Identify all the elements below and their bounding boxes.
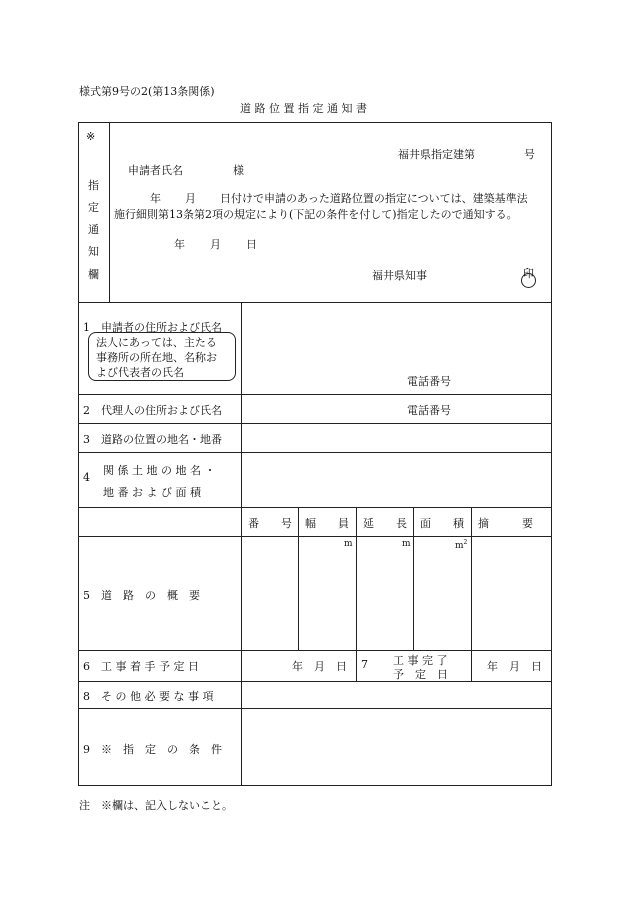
header-width: 幅 員 bbox=[305, 517, 349, 530]
unit-length: m bbox=[402, 539, 411, 549]
row7-date: 年 月 日 bbox=[487, 660, 542, 673]
row6-label: 6 工 事 着 手 予 定 日 bbox=[83, 660, 199, 673]
row7-line1: 工 事 完 了 bbox=[393, 654, 448, 667]
side-label-5: 欄 bbox=[88, 268, 99, 281]
unit-area: $m^2$ bbox=[455, 539, 468, 551]
designation-no-label: 福井県指定建第 bbox=[398, 148, 475, 161]
row1-phone-label: 電話番号 bbox=[407, 375, 451, 388]
row7-line2: 予 定 日 bbox=[393, 668, 448, 681]
notice-line1: 日付けで申請のあった道路位置の指定については、建築基準法 bbox=[220, 192, 528, 205]
notice-year: 年 bbox=[150, 192, 161, 205]
form-number: 様式第9号の2(第13条関係) bbox=[79, 85, 215, 98]
date-year: 年 bbox=[174, 238, 185, 251]
notice-line2: 施行細則第13条第2項の規定により(下記の条件を付して)指定したので通知する。 bbox=[114, 208, 518, 221]
row4-line1: 関 係 土 地 の 地 名 ・ bbox=[103, 464, 216, 477]
governor-label: 福井県知事 bbox=[372, 269, 427, 282]
notice-month: 月 bbox=[185, 192, 196, 205]
header-length: 延 長 bbox=[363, 517, 407, 530]
row1-note-line1: 法人にあっては、主たる bbox=[96, 336, 217, 349]
honorific: 様 bbox=[233, 164, 244, 177]
date-day: 日 bbox=[246, 238, 257, 251]
row6-date: 年 月 日 bbox=[292, 660, 347, 673]
date-month: 月 bbox=[210, 238, 221, 251]
row1-note-line2: 事務所の所在地、名称お bbox=[96, 351, 217, 364]
unit-width: m bbox=[344, 539, 353, 549]
applicant-name-label: 申請者氏名 bbox=[128, 164, 183, 177]
row4-line2: 地 番 お よ び 面 積 bbox=[103, 486, 201, 499]
row3-label: 3 道路の位置の地名・地番 bbox=[83, 433, 222, 446]
side-label-2: 定 bbox=[88, 201, 99, 214]
row8-label: 8 そ の 他 必 要 な 事 項 bbox=[83, 690, 214, 703]
seal-circle-icon bbox=[521, 273, 536, 288]
header-area: 面 積 bbox=[420, 517, 464, 530]
row5-label: 5 道 路 の 概 要 bbox=[83, 589, 200, 602]
row1-label: 1 申請者の住所および氏名 bbox=[83, 321, 222, 334]
side-mark: ※ bbox=[86, 130, 96, 143]
row1-note-line3: よび代表者の氏名 bbox=[96, 366, 184, 379]
side-label-3: 通 bbox=[88, 223, 99, 236]
row2-label: 2 代理人の住所および氏名 bbox=[83, 404, 222, 417]
footnote: 注 ※欄は、記入しないこと。 bbox=[79, 799, 233, 812]
seal-label: 印 bbox=[523, 267, 534, 280]
row4-number: 4 bbox=[83, 471, 90, 484]
page-title: 道 路 位 置 指 定 通 知 書 bbox=[240, 102, 367, 115]
side-label-1: 指 bbox=[88, 179, 99, 192]
row7-number: 7 bbox=[361, 658, 368, 671]
row2-phone-label: 電話番号 bbox=[407, 404, 451, 417]
row9-label: 9 ※ 指 定 の 条 件 bbox=[83, 743, 222, 756]
header-number: 番 号 bbox=[248, 517, 292, 530]
side-label-4: 知 bbox=[88, 245, 99, 258]
designation-no-suffix: 号 bbox=[524, 148, 535, 161]
header-summary: 摘 要 bbox=[478, 517, 533, 530]
